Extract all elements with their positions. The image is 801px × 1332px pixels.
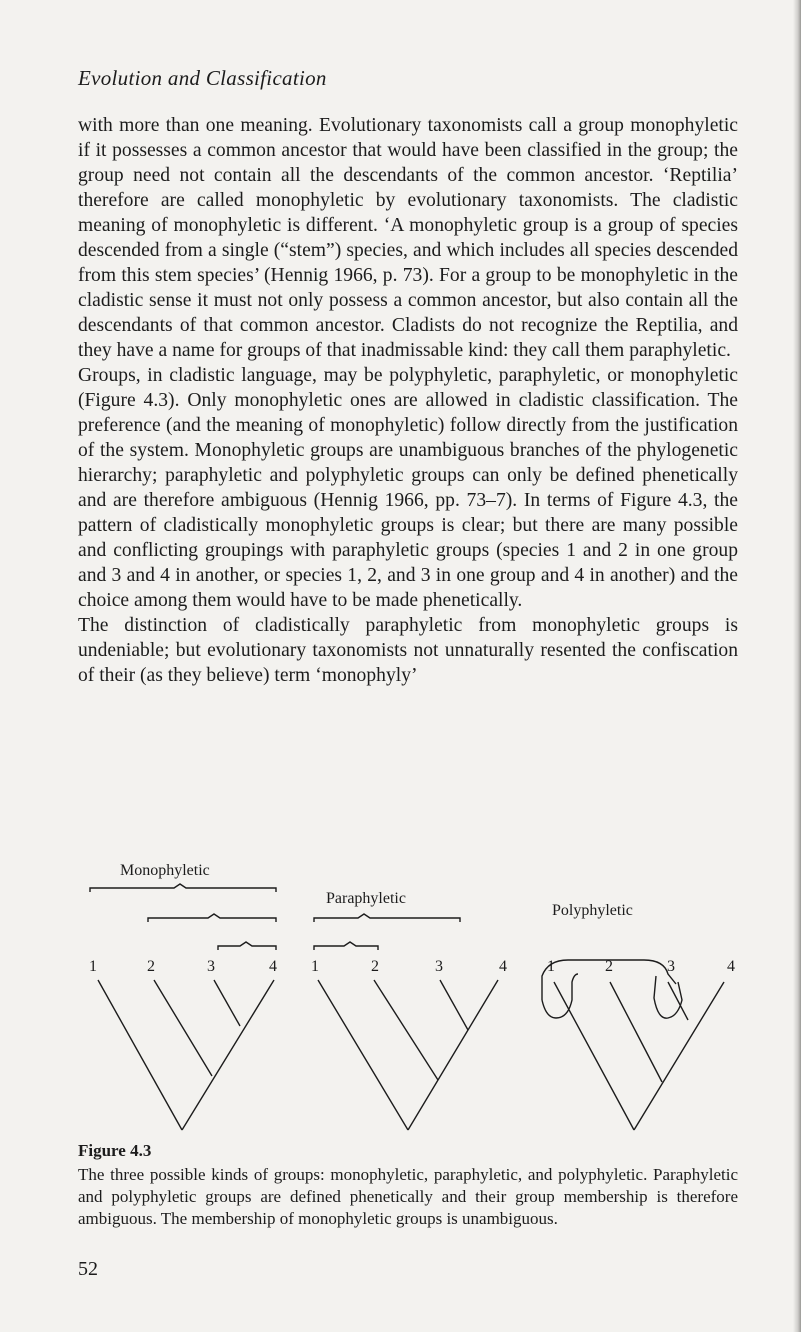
- paragraph-1: with more than one meaning. Evolutionary taxonomists call a group monophyletic if it possesses a common ancestor that would have been classified in the group; the group need not contain all the descendants of the common ancestor. ‘Reptilia’ therefore are called monophyletic by evolutionary taxonomists. The cladistic meaning of monophyletic is different. ‘A monophyletic group is a group of species descended from a single (“stem”) species, and which includes all species descended from this stem species’ (Hennig 1966, p. 73). For a group to be monophyletic in the cladistic sense it must not only possess a common ancestor, but also contain all the descendants of that common ancestor. Cladists do not recognize the Reptilia, and they have a name for groups of that inadmissable kind: they call them paraphyletic.: [78, 115, 738, 361]
- monophyletic-bracket-inner: [218, 942, 276, 950]
- figure-4-3-diagram: [78, 850, 758, 1150]
- paragraph-3: The distinction of cladistically paraphyletic from monophyletic groups is undeniable; but evolutionary taxonomists not unnaturally resented the confiscation of their (as they believe) term ‘monophyly’: [78, 615, 738, 686]
- para-tip-2: 2: [371, 958, 379, 975]
- page-number: 52: [78, 1258, 98, 1280]
- mono-branch-4: [182, 980, 274, 1130]
- running-head: Evolution and Classification: [78, 66, 327, 90]
- page-edge-shadow: [793, 0, 801, 1332]
- monophyletic-tree: [90, 850, 276, 1130]
- mono-branch-1: [98, 980, 182, 1130]
- body-text: [78, 113, 738, 688]
- figure-caption: The three possible kinds of groups: monophyletic, paraphyletic, and polyphyletic. Paraphyletic and polyphyletic groups are defined phenetically and their group membership is therefore ambiguous. The membership of monophyletic groups is unambiguous.: [78, 1165, 738, 1228]
- monophyletic-bracket-outer: [90, 884, 276, 892]
- poly-tip-4: 4: [727, 958, 735, 975]
- paraphyletic-tree: [314, 914, 498, 1130]
- figure-title: Figure 4.3: [78, 1141, 152, 1160]
- monophyletic-bracket-mid: [148, 914, 276, 922]
- para-branch-1: [318, 980, 408, 1130]
- poly-branch-3: [668, 982, 688, 1020]
- cladograms-svg: [78, 850, 758, 1150]
- polyphyletic-tree: [542, 960, 724, 1130]
- mono-tip-2: 2: [147, 958, 155, 975]
- paraphyletic-bracket-inner: [314, 942, 378, 950]
- mono-tip-1: 1: [89, 958, 97, 975]
- mono-branch-2: [154, 980, 212, 1076]
- para-tip-3: 3: [435, 958, 443, 975]
- mono-tip-3: 3: [207, 958, 215, 975]
- poly-tip-3: 3: [667, 958, 675, 975]
- para-branch-2: [374, 980, 438, 1080]
- paraphyletic-label: Paraphyletic: [326, 890, 406, 907]
- polyphyletic-loop-1: [542, 974, 578, 1018]
- para-tip-4: 4: [499, 958, 507, 975]
- polyphyletic-label: Polyphyletic: [552, 902, 633, 919]
- mono-branch-3: [214, 980, 240, 1026]
- para-branch-3: [440, 980, 468, 1030]
- paraphyletic-bracket-outer: [314, 914, 460, 922]
- poly-tip-2: 2: [605, 958, 613, 975]
- mono-tip-4: 4: [269, 958, 277, 975]
- monophyletic-label: Monophyletic: [120, 862, 210, 879]
- para-tip-1: 1: [311, 958, 319, 975]
- poly-tip-1: 1: [547, 958, 555, 975]
- paragraph-2: Groups, in cladistic language, may be polyphyletic, paraphyletic, or monophyletic (Figure 4.3). Only monophyletic ones are allowed in cladistic classification. The preference (and the meaning of monophyletic) follow directly from the justification of the system. Monophyletic groups are unambiguous branches of the phylogenetic hierarchy; paraphyletic and polyphyletic groups can only be defined phenetically and are therefore ambiguous (Hennig 1966, pp. 73–7). In terms of Figure 4.3, the pattern of cladistically monophyletic groups is clear; but there are many possible and conflicting groupings with paraphyletic groups (species 1 and 2 in one group and 3 and 4 in another, or species 1, 2, and 3 in one group and 4 in another) and the choice among them would have to be made phenetically.: [78, 365, 738, 611]
